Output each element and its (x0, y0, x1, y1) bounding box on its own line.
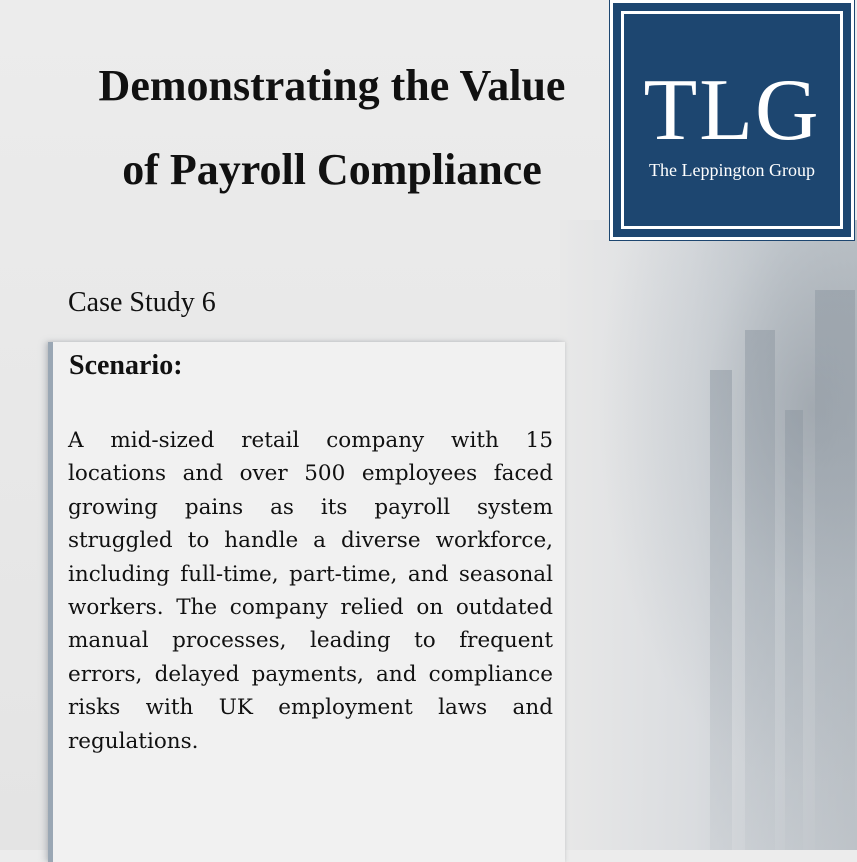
logo-company-name: The Leppington Group (649, 160, 815, 180)
scenario-heading: Scenario: (69, 350, 183, 381)
tlg-logo (610, 0, 854, 240)
building-shape (785, 410, 803, 850)
building-shape (815, 290, 855, 850)
logo-inner-frame (621, 11, 843, 229)
logo-mark: TLG (643, 62, 821, 159)
building-shape (710, 370, 732, 850)
page-title: Demonstrating the Value of Payroll Compliance (98, 61, 566, 194)
case-study-label: Case Study 6 (68, 287, 216, 318)
city-background-image (560, 220, 857, 850)
scenario-body: A mid-sized retail company with 15 locations and over 500 employees faced growing pains as its payroll system struggled to handle a diverse workforce, including full-time, part-time, and seasonal workers. The company relied on outdated manual processes, leading to frequent errors, delayed payments, and compliance risks with UK employment laws and regulations. (68, 428, 553, 754)
building-shape (745, 330, 775, 850)
scenario-card (48, 342, 565, 862)
